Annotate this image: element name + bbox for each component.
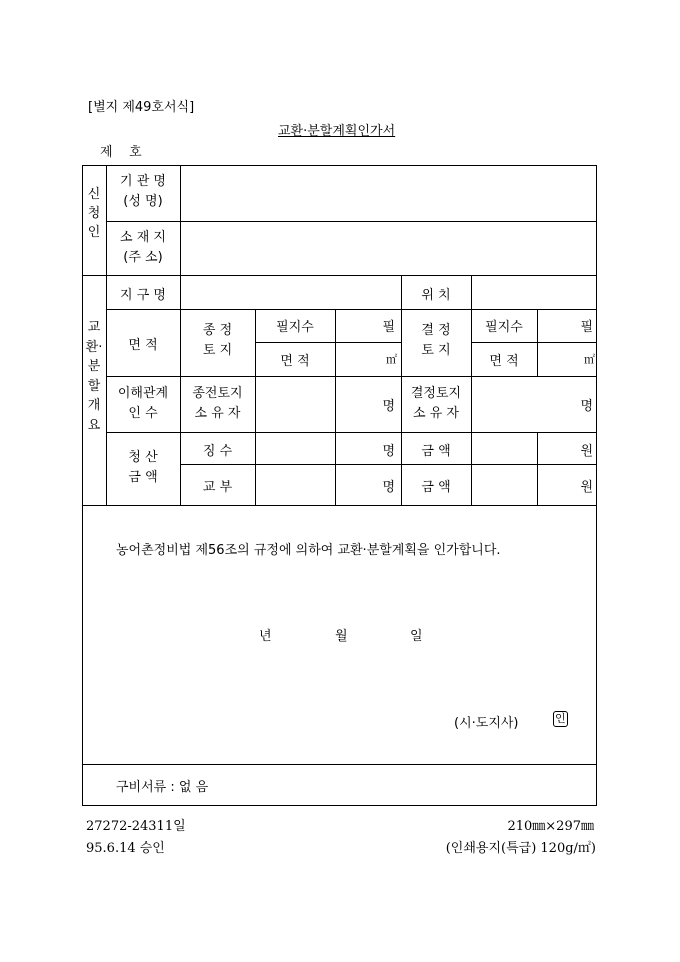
area-label: 면 적: [128, 338, 158, 353]
prior-area-unit: ㎡: [386, 353, 397, 366]
settlement-amount-label: 청 산 금 액: [128, 450, 158, 485]
prior-owner-label: 종전토지 소 유 자: [192, 386, 243, 421]
date-month: 월: [335, 629, 348, 644]
pay-person-unit: 명: [382, 480, 395, 495]
pay-won-unit: 원: [580, 480, 593, 495]
prior-area-label: 면 적: [280, 354, 310, 369]
paper-size: 210㎜×297㎜: [507, 819, 594, 834]
issuer-label: (시·도지사): [454, 716, 519, 731]
collect-won-unit: 원: [580, 444, 593, 459]
decided-area-unit: ㎡: [584, 353, 595, 366]
decided-owner-unit: 명: [580, 399, 593, 414]
collect-amount-label: 금 액: [421, 444, 451, 459]
decided-parcel-count-label: 필지수: [485, 320, 523, 335]
stakeholders-count-label: 이해관계 인 수: [117, 386, 169, 421]
prior-parcel-count-label: 필지수: [276, 320, 314, 335]
location-label: 위 치: [421, 288, 451, 303]
prior-land-label: 종 정 토 지: [202, 323, 233, 358]
applicant-section-label: 신청인: [87, 187, 101, 240]
pay-label: 교 부: [202, 480, 233, 495]
collect-person-unit: 명: [382, 444, 395, 459]
form-reference: [별지 제49호서식]: [88, 100, 195, 115]
date-day: 일: [410, 629, 423, 644]
district-name-label: 지 구 명: [120, 288, 166, 303]
address-label: 소 재 지 (주 소): [120, 230, 166, 265]
decided-owner-label: 결정토지 소 유 자: [410, 386, 462, 421]
prior-parcel-unit: 필: [382, 320, 395, 335]
overview-section-label: 교환·분할개요: [85, 320, 103, 433]
pay-amount-label: 금 액: [421, 480, 451, 495]
approval-statement: 농어촌정비법 제56조의 규정에 의하여 교환·분할계획을 인가합니다.: [116, 543, 501, 558]
seal-mark: 인: [555, 712, 566, 725]
decided-land-label: 결 정 토 지: [421, 323, 451, 358]
collect-label: 징 수: [202, 444, 233, 459]
org-name-label: 기 관 명 (성 명): [120, 174, 166, 209]
date-year: 년: [259, 629, 272, 644]
approval-date: 95.6.14 승인: [86, 841, 165, 856]
prior-owner-unit: 명: [382, 399, 395, 414]
document-number-label: 제 호: [100, 145, 142, 160]
decided-parcel-unit: 필: [580, 320, 593, 335]
required-documents: 구비서류 : 없 음: [116, 780, 209, 795]
decided-area-label: 면 적: [489, 354, 519, 369]
form-code: 27272-24311일: [86, 819, 186, 834]
paper-spec: (인쇄용지(특급) 120g/㎡): [445, 841, 596, 856]
document-title: 교환·분할계획인가서: [278, 124, 396, 139]
